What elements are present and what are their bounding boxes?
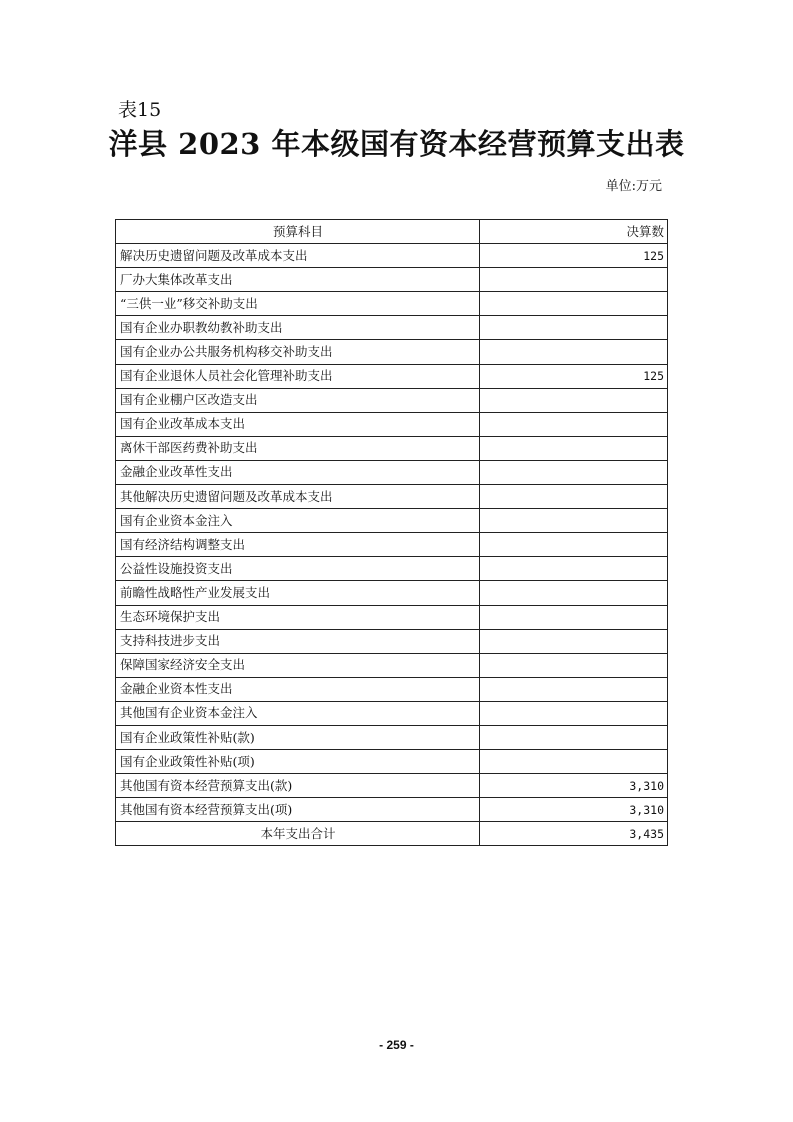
page-number: - 259 - [379, 1038, 414, 1052]
row-amount [480, 316, 668, 340]
row-amount [480, 701, 668, 725]
table-row [116, 557, 668, 581]
row-item-name: 其他国有资本经营预算支出(项) [116, 798, 480, 822]
row-amount [480, 340, 668, 364]
row-amount [480, 533, 668, 557]
row-amount [480, 629, 668, 653]
row-amount: 125 [480, 244, 668, 268]
row-item-name: 国有企业棚户区改造支出 [116, 388, 480, 412]
row-item-name: 国有企业办职教幼教补助支出 [116, 316, 480, 340]
row-item-name: 国有企业政策性补贴(项) [116, 750, 480, 774]
table-row [116, 677, 668, 701]
table-row [116, 509, 668, 533]
table-row [116, 412, 668, 436]
row-item-name: 前瞻性战略性产业发展支出 [116, 581, 480, 605]
table-row [116, 460, 668, 484]
row-item-name: 其他解决历史遗留问题及改革成本支出 [116, 485, 480, 509]
table-row [116, 340, 668, 364]
table-label: 表15 [118, 99, 162, 121]
row-amount [480, 581, 668, 605]
row-item-name: 国有企业资本金注入 [116, 509, 480, 533]
row-amount: 3,310 [480, 774, 668, 798]
row-item-name: 解决历史遗留问题及改革成本支出 [116, 244, 480, 268]
header-final-amount: 决算数 [480, 220, 668, 244]
row-item-name: 金融企业资本性支出 [116, 677, 480, 701]
table-row [116, 701, 668, 725]
total-label: 本年支出合计 [116, 822, 480, 846]
total-amount: 3,435 [480, 822, 668, 846]
row-item-name: “三供一业”移交补助支出 [116, 292, 480, 316]
table-row [116, 485, 668, 509]
row-item-name: 厂办大集体改革支出 [116, 268, 480, 292]
row-amount [480, 485, 668, 509]
row-amount [480, 412, 668, 436]
row-item-name: 其他国有企业资本金注入 [116, 701, 480, 725]
row-amount [480, 268, 668, 292]
table-row [116, 533, 668, 557]
row-item-name: 公益性设施投资支出 [116, 557, 480, 581]
row-amount [480, 750, 668, 774]
table-row [116, 629, 668, 653]
row-amount [480, 292, 668, 316]
row-amount [480, 557, 668, 581]
row-amount [480, 460, 668, 484]
row-amount [480, 677, 668, 701]
table-row [116, 388, 668, 412]
table-row [116, 244, 668, 268]
table-row [116, 605, 668, 629]
table-row [116, 316, 668, 340]
row-amount: 3,310 [480, 798, 668, 822]
row-item-name: 国有企业政策性补贴(款) [116, 725, 480, 749]
document-title: 洋县 2023 年本级国有资本经营预算支出表 [108, 127, 685, 161]
row-amount [480, 436, 668, 460]
table-header-row [116, 220, 668, 244]
row-amount [480, 388, 668, 412]
row-item-name: 离休干部医药费补助支出 [116, 436, 480, 460]
row-amount [480, 653, 668, 677]
row-amount: 125 [480, 364, 668, 388]
row-item-name: 其他国有资本经营预算支出(款) [116, 774, 480, 798]
table-row [116, 774, 668, 798]
row-item-name: 国有企业改革成本支出 [116, 412, 480, 436]
table-row [116, 725, 668, 749]
table-row [116, 364, 668, 388]
table-row [116, 268, 668, 292]
row-amount [480, 509, 668, 533]
table-row [116, 798, 668, 822]
row-item-name: 国有企业办公共服务机构移交补助支出 [116, 340, 480, 364]
row-item-name: 生态环境保护支出 [116, 605, 480, 629]
table-row [116, 750, 668, 774]
table-row [116, 436, 668, 460]
total-row [116, 822, 668, 846]
unit-label: 单位:万元 [605, 179, 662, 194]
row-item-name: 保障国家经济安全支出 [116, 653, 480, 677]
header-budget-item: 预算科目 [116, 220, 480, 244]
budget-expenditure-table [115, 219, 668, 846]
row-item-name: 国有企业退休人员社会化管理补助支出 [116, 364, 480, 388]
table-row [116, 292, 668, 316]
table-row [116, 653, 668, 677]
table-row [116, 581, 668, 605]
row-item-name: 支持科技进步支出 [116, 629, 480, 653]
row-amount [480, 605, 668, 629]
row-item-name: 国有经济结构调整支出 [116, 533, 480, 557]
row-item-name: 金融企业改革性支出 [116, 460, 480, 484]
row-amount [480, 725, 668, 749]
